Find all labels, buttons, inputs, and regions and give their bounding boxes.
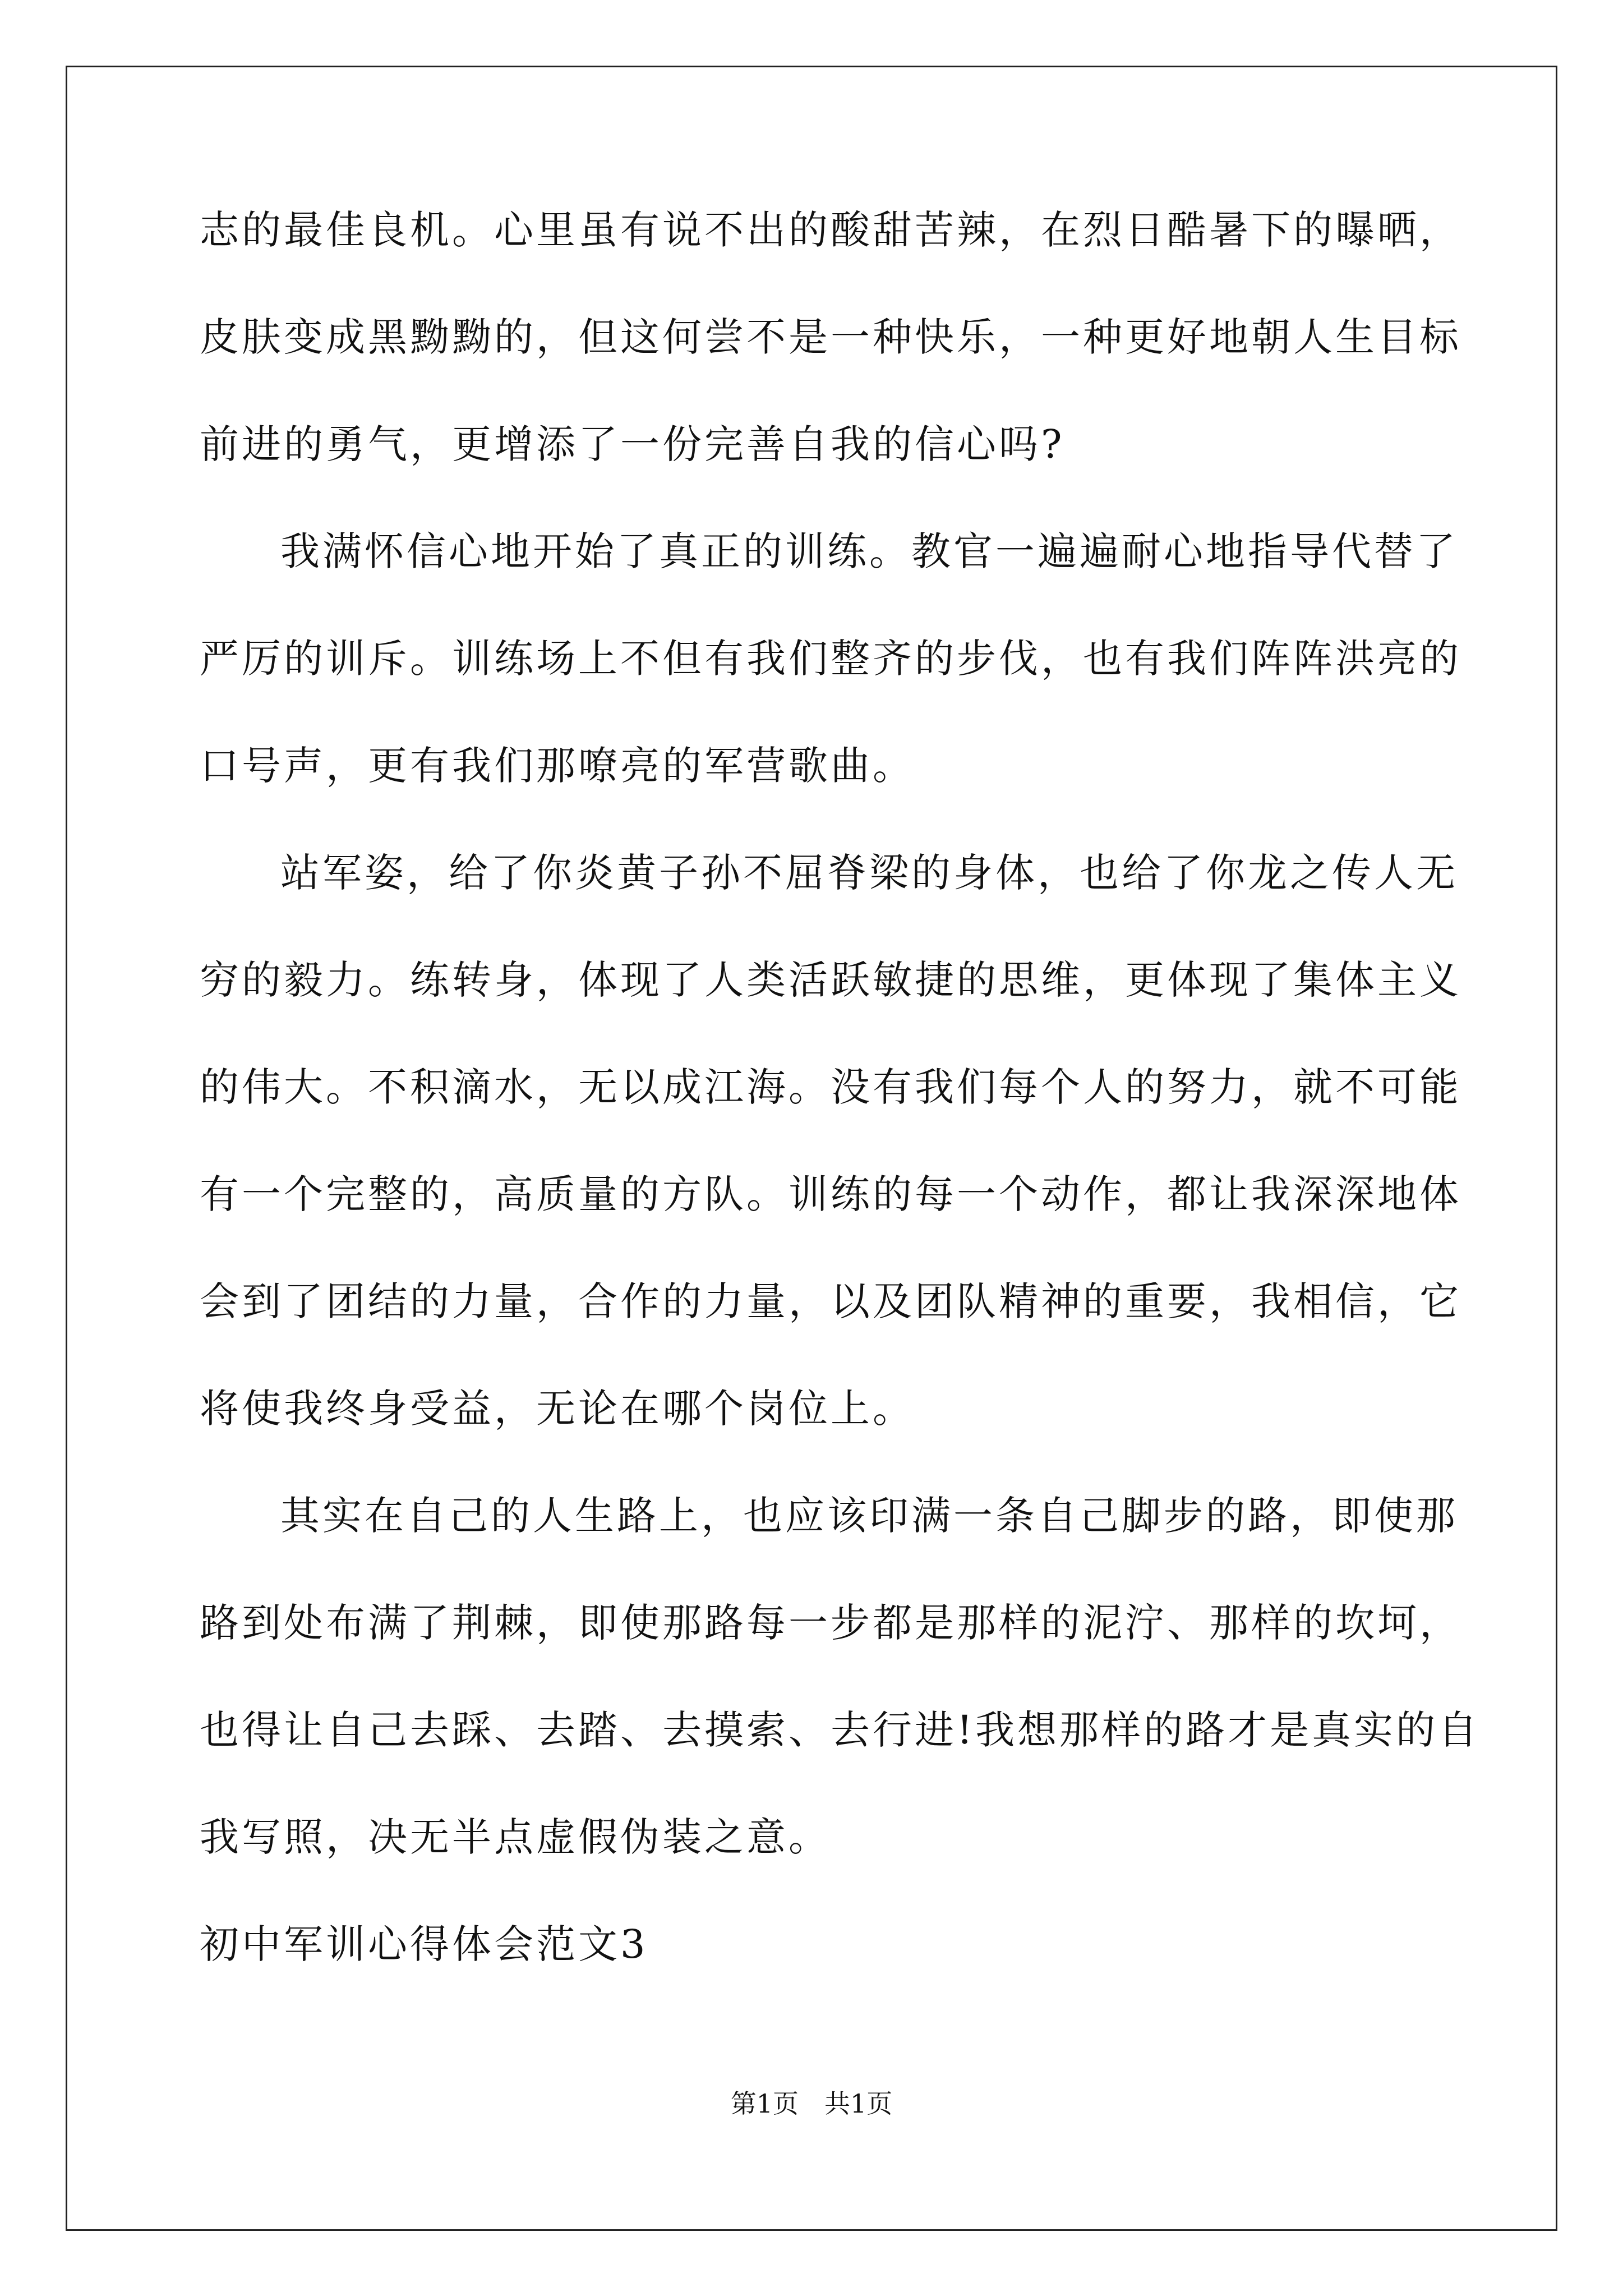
text-line: 志的最佳良机。心里虽有说不出的酸甜苦辣，在烈日酷暑下的曝晒， [200, 207, 1461, 253]
text-line: 穷的毅力。练转身，体现了人类活跃敏捷的思维，更体现了集体主义 [200, 957, 1461, 1003]
text-line: 也得让自己去踩、去踏、去摸索、去行进!我想那样的路才是真实的自 [200, 1707, 1481, 1753]
page-border [66, 66, 1557, 2231]
text-line: 口号声，更有我们那嘹亮的军营歌曲。 [200, 743, 915, 789]
text-line: 我写照，决无半点虚假伪装之意。 [200, 1814, 831, 1860]
paragraph-start-line: 站军姿，给了你炎黄子孙不屈脊梁的身体，也给了你龙之传人无 [280, 850, 1458, 896]
section-heading: 初中军训心得体会范文3 [200, 1921, 648, 1967]
paragraph-start-line: 我满怀信心地开始了真正的训练。教官一遍遍耐心地指导代替了 [280, 528, 1458, 574]
text-line: 会到了团结的力量，合作的力量，以及团队精神的重要，我相信，它 [200, 1278, 1461, 1324]
text-line: 前进的勇气，更增添了一份完善自我的信心吗? [200, 421, 1065, 467]
text-line: 将使我终身受益，无论在哪个岗位上。 [200, 1386, 915, 1432]
text-line: 严厉的训斥。训练场上不但有我们整齐的步伐，也有我们阵阵洪亮的 [200, 636, 1461, 682]
text-line: 路到处布满了荆棘，即使那路每一步都是那样的泥泞、那样的坎坷， [200, 1600, 1461, 1646]
text-line: 的伟大。不积滴水，无以成江海。没有我们每个人的努力，就不可能 [200, 1064, 1461, 1110]
page-footer: 第1页 共1页 [730, 2088, 893, 2119]
text-line: 皮肤变成黑黝黝的，但这何尝不是一种快乐，一种更好地朝人生目标 [200, 314, 1461, 360]
paragraph-start-line: 其实在自己的人生路上，也应该印满一条自己脚步的路，即使那 [280, 1493, 1458, 1539]
text-line: 有一个完整的，高质量的方队。训练的每一个动作，都让我深深地体 [200, 1171, 1461, 1217]
